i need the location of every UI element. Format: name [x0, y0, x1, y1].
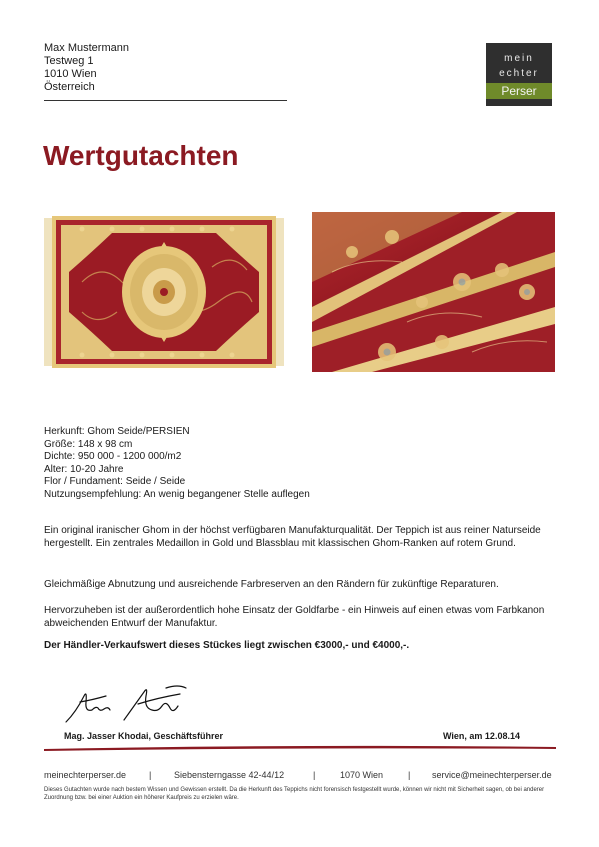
rug-detail-image — [312, 212, 555, 372]
handwritten-signature — [62, 682, 202, 726]
signer-name: Mag. Jasser Khodai, Geschäftsführer — [64, 731, 224, 741]
footer-website-link[interactable]: meinechterperser.de — [44, 770, 127, 780]
spec-usage: Nutzungsempfehlung: An wenig begangener Stelle auflegen — [44, 488, 310, 500]
logo-word-1: mein — [504, 53, 534, 64]
logo-word-3: Perser — [486, 83, 552, 99]
address-city: 1010 Wien — [44, 68, 97, 80]
footer-separator: | — [313, 770, 316, 780]
rug-specifications — [44, 426, 310, 501]
rug-full-view-image — [42, 212, 286, 372]
footer-separator: | — [408, 770, 411, 780]
footer-email-link[interactable]: service@meinechterperser.de — [432, 770, 552, 780]
logo-word-2: echter — [499, 68, 539, 79]
recipient-address — [44, 42, 129, 94]
footer-contact-bar — [44, 770, 556, 782]
footer-street: Siebensterngasse 42-44/12 — [174, 770, 285, 780]
footer-swoosh-line — [44, 742, 556, 756]
spec-origin: Herkunft: Ghom Seide/PERSIEN — [44, 426, 190, 437]
address-street: Testweg 1 — [44, 55, 94, 67]
highlight-paragraph: Hervorzuheben ist der außerordentlich hohe Einsatz der Goldfarbe - ein Hinweis auf einen etwas vom Farbkanon abweichenden Entwurf der Manufaktur. — [44, 605, 545, 629]
condition-paragraph: Gleichmäßige Abnutzung und ausreichende Farbreserven an den Rändern für zukünftige Reparaturen. — [44, 579, 499, 590]
address-divider — [44, 100, 287, 101]
document-title: Wertgutachten — [43, 140, 239, 171]
company-logo — [486, 43, 552, 106]
spec-density: Dichte: 950 000 - 1200 000/m2 — [44, 451, 182, 462]
spec-pile: Flor / Fundament: Seide / Seide — [44, 476, 186, 487]
document-date: Wien, am 12.08.14 — [443, 731, 520, 741]
address-name: Max Mustermann — [44, 42, 129, 54]
legal-disclaimer: Dieses Gutachten wurde nach bestem Wissen und Gewissen erstellt. Da die Herkunft des Teppichs nicht forensisch festgestellt wurde, können wir nicht mit Sicherheit sagen, ob bei anderer Zuordnung bzw. bei einer Auktion ein höherer Kaufpreis zu erzielen wäre. — [44, 787, 545, 801]
valuation-statement: Der Händler-Verkaufswert dieses Stückes liegt zwischen €3000,- und €4000,-. — [44, 640, 410, 651]
footer-city: 1070 Wien — [340, 770, 384, 780]
spec-size: Größe: 148 x 98 cm — [44, 438, 133, 450]
description-paragraph: Ein original iranischer Ghom in der höchst verfügbaren Manufakturqualität. Der Teppich ist aus reiner Naturseide hergestellt. Ein zentrales Medaillon in Gold und Blassblau mit klassischen Ghom-Ranken auf rotem Grund. — [44, 525, 541, 549]
footer-separator: | — [149, 770, 152, 780]
address-country: Österreich — [44, 81, 95, 93]
spec-age: Alter: 10-20 Jahre — [44, 463, 124, 475]
